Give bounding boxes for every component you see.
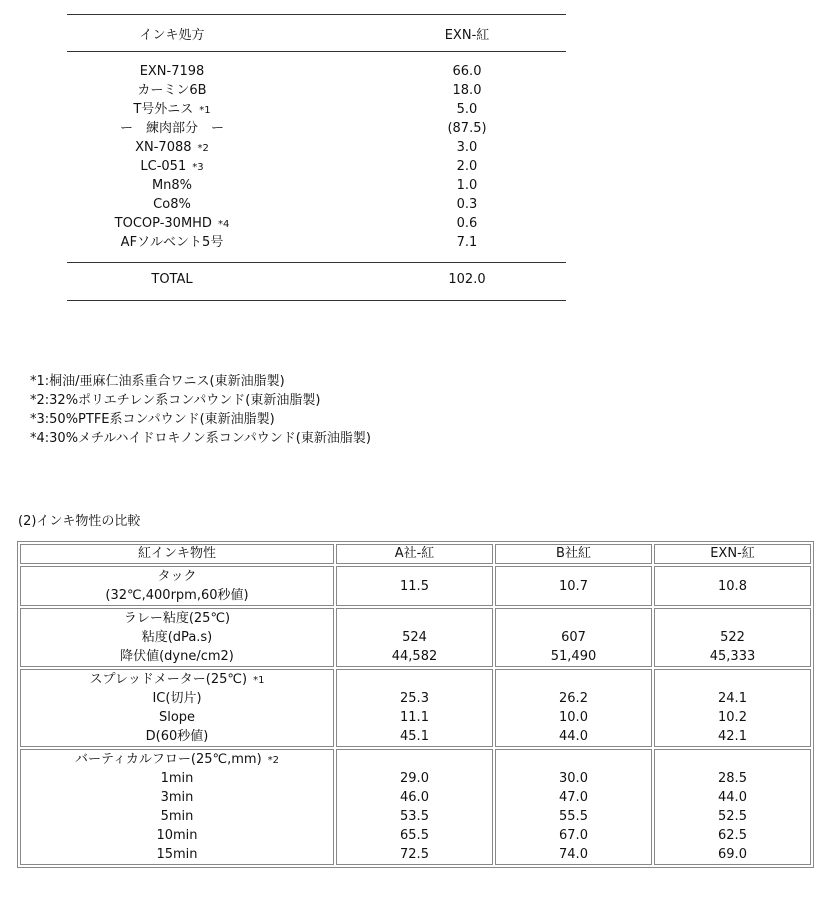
total-row — [67, 263, 566, 300]
value-cell: 524 44,582 — [336, 608, 493, 667]
total-label: TOTAL — [151, 272, 193, 287]
ingredient-name: XN-7088 *2 — [135, 140, 209, 155]
ingredient-value: 66.0 — [452, 64, 482, 79]
header-item: インキ処方 — [139, 28, 205, 43]
table-row — [20, 566, 811, 606]
value-cell: 29.0 46.0 53.5 65.5 72.5 — [336, 749, 493, 865]
ingredient-value: (87.5) — [447, 121, 487, 136]
value-cell: 30.0 47.0 55.5 67.0 74.0 — [495, 749, 652, 865]
ingredient-name: Co8% — [153, 197, 191, 212]
ingredient-value: 1.0 — [456, 178, 478, 193]
header-cell: EXN-紅 — [654, 544, 811, 564]
header-cell: A社-紅 — [336, 544, 493, 564]
ingredient-name: EXN-7198 — [139, 64, 205, 79]
table-row — [20, 608, 811, 667]
property-label: スプレッドメーター(25℃) *1 IC(切片) Slope D(60秒値) — [20, 669, 334, 747]
section-title: (2)インキ物性の比較 — [18, 514, 141, 529]
value-cell: 11.5 — [336, 566, 493, 606]
ingredient-value: 0.6 — [456, 216, 478, 231]
table-row — [67, 119, 566, 138]
header-cell: 紅インキ物性 — [20, 544, 334, 564]
ingredient-value: 18.0 — [452, 83, 482, 98]
note-marker: *1 — [253, 675, 265, 686]
table-row — [20, 669, 811, 747]
ingredient-name: ー 練肉部分 ー — [119, 121, 224, 136]
value-cell: 10.8 — [654, 566, 811, 606]
formulation-body — [67, 52, 566, 262]
footnote: *3:50%PTFE系コンパウンド(東新油脂製) — [30, 412, 275, 427]
table-rule-bottom — [67, 300, 566, 301]
table-row — [67, 176, 566, 195]
ingredient-value: 2.0 — [456, 159, 478, 174]
ingredient-name: T号外ニス *1 — [133, 102, 211, 117]
value-cell: 24.1 10.2 42.1 — [654, 669, 811, 747]
note-marker: *4 — [217, 219, 230, 230]
footnote: *2:32%ポリエチレン系コンパウンド(東新油脂製) — [30, 393, 321, 408]
ingredient-name: カーミン6B — [137, 83, 207, 98]
value-cell: 10.7 — [495, 566, 652, 606]
ingredient-name: AFソルベント5号 — [120, 235, 224, 250]
value-cell: 607 51,490 — [495, 608, 652, 667]
ingredient-value: 3.0 — [456, 140, 478, 155]
footnotes — [30, 372, 371, 448]
ingredient-name: Mn8% — [151, 178, 193, 193]
note-marker: *2 — [267, 755, 280, 766]
value-cell: 26.2 10.0 44.0 — [495, 669, 652, 747]
ingredient-value: 7.1 — [456, 235, 478, 250]
ingredient-name: LC-051 *3 — [140, 159, 204, 174]
table-row — [67, 157, 566, 176]
table-row — [20, 749, 811, 865]
table-row — [67, 138, 566, 157]
total-value: 102.0 — [448, 272, 486, 287]
property-label: ラレー粘度(25℃) 粘度(dPa.s) 降伏値(dyne/cm2) — [20, 608, 334, 667]
ingredient-value: 5.0 — [456, 102, 478, 117]
ingredient-name: TOCOP-30MHD *4 — [114, 216, 230, 231]
table-row — [67, 233, 566, 252]
note-marker: *2 — [197, 143, 209, 154]
footnote: *1:桐油/亜麻仁油系重合ワニス(東新油脂製) — [30, 374, 285, 389]
value-cell: 522 45,333 — [654, 608, 811, 667]
formulation-table — [67, 14, 566, 301]
comparison-table — [17, 541, 814, 868]
property-label: バーティカルフロー(25℃,mm) *2 1min 3min 5min 10min 15min — [20, 749, 334, 865]
table-row — [67, 62, 566, 81]
value-cell: 25.3 11.1 45.1 — [336, 669, 493, 747]
ingredient-value: 0.3 — [456, 197, 478, 212]
note-marker: *1 — [199, 105, 211, 116]
note-marker: *3 — [192, 162, 204, 173]
table-header-row — [20, 544, 811, 564]
header-product: EXN-紅 — [444, 28, 490, 43]
footnote: *4:30%メチルハイドロキノン系コンパウンド(東新油脂製) — [30, 431, 371, 446]
formulation-header — [67, 15, 566, 51]
header-cell: B社紅 — [495, 544, 652, 564]
property-label: タック (32℃,400rpm,60秒値) — [20, 566, 334, 606]
table-row — [67, 81, 566, 100]
table-row — [67, 195, 566, 214]
table-row — [67, 214, 566, 233]
value-cell: 28.5 44.0 52.5 62.5 69.0 — [654, 749, 811, 865]
table-row — [67, 100, 566, 119]
